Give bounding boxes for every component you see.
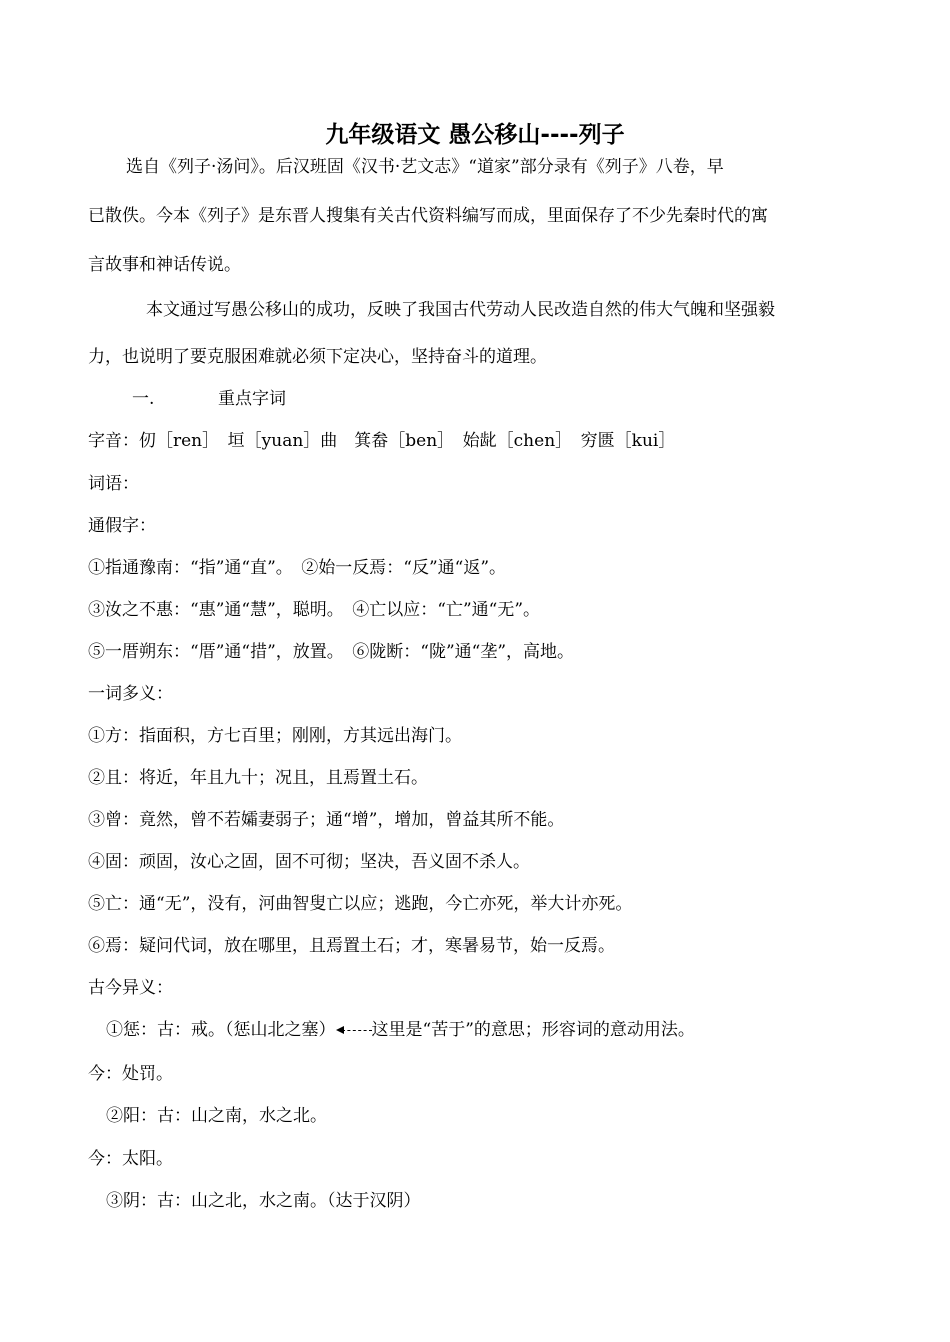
duoyi-line-4: ④固：顽固，汝心之固，固不可彻；坚决，吾义固不杀人。 xyxy=(88,852,530,872)
pronunciation-line: 字音：仞［ren］ 垣［yuan］曲 箕畚［ben］ 始龀［chen］ 穷匮［kui］ xyxy=(88,431,676,451)
intro-paragraph-1-line-2: 已散佚。今本《列子》是东晋人搜集有关古代资料编写而成，里面保存了不少先秦时代的寓 xyxy=(88,206,768,226)
gujin-item-1-text: ①惩：古：戒。（惩山北之塞） xyxy=(106,1020,336,1040)
section-heading: 重点字词 xyxy=(218,389,286,409)
tongjia-label: 通假字： xyxy=(88,516,156,536)
gujin-label: 古今异义： xyxy=(88,978,173,998)
page-title: 九年级语文 愚公移山----列子 xyxy=(325,122,625,148)
section-number: 一. xyxy=(132,389,155,409)
words-label: 词语： xyxy=(88,474,139,494)
duoyi-line-2: ②且：将近，年且九十；况且，且焉置土石。 xyxy=(88,768,428,788)
intro-paragraph-2-line-1: 本文通过写愚公移山的成功，反映了我国古代劳动人民改造自然的伟大气魄和坚强毅 xyxy=(146,300,775,320)
gujin-item-1 xyxy=(106,1017,695,1043)
gujin-item-2: ②阳：古：山之南，水之北。 xyxy=(106,1106,327,1126)
gujin-item-3: ③阴：古：山之北，水之南。（达于汉阴） xyxy=(106,1191,421,1211)
duoyi-line-5: ⑤亡：通“无”，没有，河曲智叟亡以应；逃跑，今亡亦死，举大计亦死。 xyxy=(88,894,633,914)
intro-paragraph-1-line-1: 选自《列子·汤问》。后汉班固《汉书·艺文志》“道家”部分录有《列子》八卷，早 xyxy=(126,157,724,177)
left-arrow-icon xyxy=(336,1017,372,1043)
duoyi-label: 一词多义： xyxy=(88,684,173,704)
gujin-item-1-today: 今：处罚。 xyxy=(88,1064,173,1084)
tongjia-line-2: ③汝之不惠：“惠”通“慧”，聪明。 ④亡以应：“亡”通“无”。 xyxy=(88,600,541,620)
gujin-item-1-note: 这里是“苦于”的意思；形容词的意动用法。 xyxy=(371,1020,695,1040)
duoyi-line-3: ③曾：竟然，曾不若孀妻弱子；通“增”，增加，曾益其所不能。 xyxy=(88,810,565,830)
duoyi-line-1: ①方：指面积，方七百里；刚刚，方其远出海门。 xyxy=(88,726,462,746)
tongjia-line-1: ①指通豫南：“指”通“直”。 ②始一反焉：“反”通“返”。 xyxy=(88,558,507,578)
intro-paragraph-1-line-3: 言故事和神话传说。 xyxy=(88,255,241,275)
duoyi-line-6: ⑥焉：疑问代词，放在哪里，且焉置土石；才，寒暑易节，始一反焉。 xyxy=(88,936,615,956)
tongjia-line-3: ⑤一厝朔东：“厝”通“措”，放置。 ⑥陇断：“陇”通“垄”，高地。 xyxy=(88,642,575,662)
intro-paragraph-2-line-2: 力，也说明了要克服困难就必须下定决心，坚持奋斗的道理。 xyxy=(88,347,547,367)
gujin-item-2-today: 今：太阳。 xyxy=(88,1149,173,1169)
